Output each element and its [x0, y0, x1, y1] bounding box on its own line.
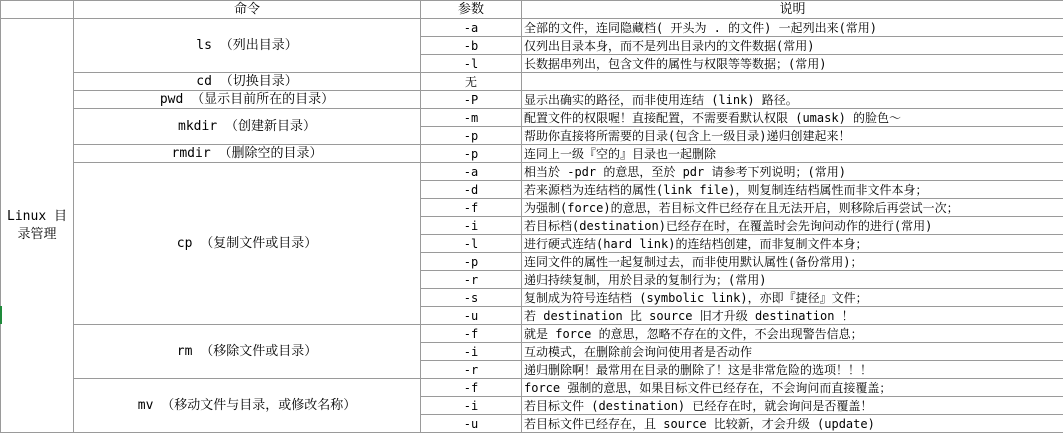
param-cell: -f	[421, 379, 522, 397]
desc-cell: 连同文件的属性一起复制过去，而非使用默认属性(备份常用)；	[522, 253, 1063, 271]
desc-cell: 显示出确实的路径，而非使用连结 (link) 路径。	[522, 91, 1063, 109]
desc-cell: 若来源档为连结档的属性(link file)，则复制连结档属性而非文件本身；	[522, 181, 1063, 199]
table-row	[1, 19, 1063, 37]
param-cell: -a	[421, 163, 522, 181]
desc-cell: 若目标档(destination)已经存在时，在覆盖时会先询问动作的进行(常用)	[522, 217, 1063, 235]
desc-cell: 递归删除啊！最常用在目录的删除了！这是非常危险的选项！！！	[522, 361, 1063, 379]
desc-cell: 为强制(force)的意思，若目标文件已经存在且无法开启，则移除后再尝试一次；	[522, 199, 1063, 217]
desc-cell: 长数据串列出，包含文件的属性与权限等等数据；(常用)	[522, 55, 1063, 73]
command-table-body	[1, 1, 1063, 433]
desc-cell: 连同上一级『空的』目录也一起删除	[522, 145, 1063, 163]
command-cell: pwd （显示目前所在的目录）	[74, 91, 421, 109]
param-cell: -u	[421, 307, 522, 325]
desc-cell: 相当於 -pdr 的意思，至於 pdr 请参考下列说明；(常用)	[522, 163, 1063, 181]
param-cell: -a	[421, 19, 522, 37]
table-row	[1, 325, 1063, 343]
desc-cell: 互动模式，在删除前会询问使用者是否动作	[522, 343, 1063, 361]
table-row	[1, 379, 1063, 397]
param-cell: -l	[421, 55, 522, 73]
param-cell: -p	[421, 127, 522, 145]
param-cell: -r	[421, 271, 522, 289]
desc-cell	[522, 73, 1063, 91]
desc-cell: 若目标文件 (destination) 已经存在时，就会询问是否覆盖！	[522, 397, 1063, 415]
selection-marker	[0, 306, 2, 324]
header-param: 参数	[421, 1, 522, 19]
desc-cell: 全部的文件，连同隐藏档( 开头为 . 的文件) 一起列出来(常用)	[522, 19, 1063, 37]
desc-cell: 配置文件的权限喔！直接配置，不需要看默认权限 (umask) 的脸色～	[522, 109, 1063, 127]
header-category	[1, 1, 74, 19]
table-row	[1, 91, 1063, 109]
param-cell: -u	[421, 415, 522, 433]
header-desc: 说明	[522, 1, 1063, 19]
param-cell: -b	[421, 37, 522, 55]
param-cell: -P	[421, 91, 522, 109]
param-cell: 无	[421, 73, 522, 91]
desc-cell: force 强制的意思，如果目标文件已经存在，不会询问而直接覆盖；	[522, 379, 1063, 397]
category-cell: Linux 目录管理	[1, 19, 74, 433]
param-cell: -i	[421, 343, 522, 361]
desc-cell: 若目标文件已经存在，且 source 比较新，才会升级 (update)	[522, 415, 1063, 433]
table-row	[1, 163, 1063, 181]
param-cell: -s	[421, 289, 522, 307]
header-row	[1, 1, 1063, 19]
param-cell: -p	[421, 253, 522, 271]
desc-cell: 就是 force 的意思，忽略不存在的文件，不会出现警告信息；	[522, 325, 1063, 343]
command-cell: cd （切换目录）	[74, 73, 421, 91]
desc-cell: 进行硬式连结(hard link)的连结档创建，而非复制文件本身；	[522, 235, 1063, 253]
desc-cell: 复制成为符号连结档 (symbolic link)，亦即『捷径』文件；	[522, 289, 1063, 307]
param-cell: -f	[421, 325, 522, 343]
command-cell: rmdir （删除空的目录）	[74, 145, 421, 163]
command-cell: cp （复制文件或目录）	[74, 163, 421, 325]
header-command: 命令	[74, 1, 421, 19]
param-cell: -p	[421, 145, 522, 163]
param-cell: -f	[421, 199, 522, 217]
param-cell: -m	[421, 109, 522, 127]
table-row	[1, 73, 1063, 91]
param-cell: -i	[421, 217, 522, 235]
desc-cell: 帮助你直接将所需要的目录(包含上一级目录)递归创建起来！	[522, 127, 1063, 145]
command-cell: mkdir （创建新目录）	[74, 109, 421, 145]
desc-cell: 若 destination 比 source 旧才升级 destination ！	[522, 307, 1063, 325]
param-cell: -r	[421, 361, 522, 379]
desc-cell: 递归持续复制，用於目录的复制行为；(常用)	[522, 271, 1063, 289]
command-cell: mv （移动文件与目录，或修改名称）	[74, 379, 421, 433]
desc-cell: 仅列出目录本身，而不是列出目录内的文件数据(常用)	[522, 37, 1063, 55]
table-row	[1, 109, 1063, 127]
table-row	[1, 145, 1063, 163]
param-cell: -i	[421, 397, 522, 415]
command-cell: ls （列出目录）	[74, 19, 421, 73]
command-cell: rm （移除文件或目录）	[74, 325, 421, 379]
param-cell: -d	[421, 181, 522, 199]
param-cell: -l	[421, 235, 522, 253]
